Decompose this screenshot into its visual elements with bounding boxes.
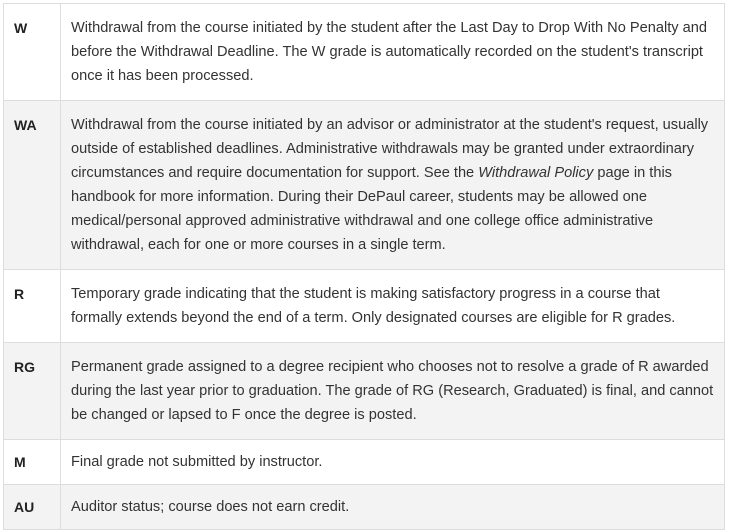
grade-description: Final grade not submitted by instructor. [61, 440, 725, 485]
grade-description [61, 101, 725, 270]
table-row [4, 440, 725, 485]
grade-description-text: page in this handbook for more information. During their DePaul career, students may be allowed one medical/personal approved administrative withdrawal and one college office administrative withdrawal, each for one or more courses in a single term. [71, 165, 672, 253]
grade-description: Permanent grade assigned to a degree recipient who chooses not to resolve a grade of R awarded during the last year prior to graduation. The grade of RG (Research, Graduated) is final, and cannot be changed or lapsed to F once the degree is posted. [61, 343, 725, 440]
withdrawal-policy-reference: Withdrawal Policy [478, 165, 594, 181]
grade-description: Temporary grade indicating that the student is making satisfactory progress in a course that formally extends beyond the end of a term. Only designated courses are eligible for R grades. [61, 270, 725, 343]
table-row [4, 101, 725, 270]
grade-code: R [4, 270, 61, 343]
grade-code: RG [4, 343, 61, 440]
grade-description-text: Withdrawal from the course initiated by an advisor or administrator at the student's request, usually outside of established deadlines. Administrative withdrawals may be granted under extraordinary circumstances and require documentation for support. See the [71, 117, 709, 181]
table-row [4, 4, 725, 101]
grade-code: AU [4, 485, 61, 530]
grade-code: WA [4, 101, 61, 270]
grade-description: Auditor status; course does not earn credit. [61, 485, 725, 530]
table-row [4, 270, 725, 343]
grade-code: M [4, 440, 61, 485]
grade-description: Withdrawal from the course initiated by the student after the Last Day to Drop With No Penalty and before the Withdrawal Deadline. The W grade is automatically recorded on the student's transcript once it has been processed. [61, 4, 725, 101]
grade-definitions-table [3, 3, 725, 530]
table-row [4, 343, 725, 440]
grade-code: W [4, 4, 61, 101]
table-row [4, 485, 725, 530]
